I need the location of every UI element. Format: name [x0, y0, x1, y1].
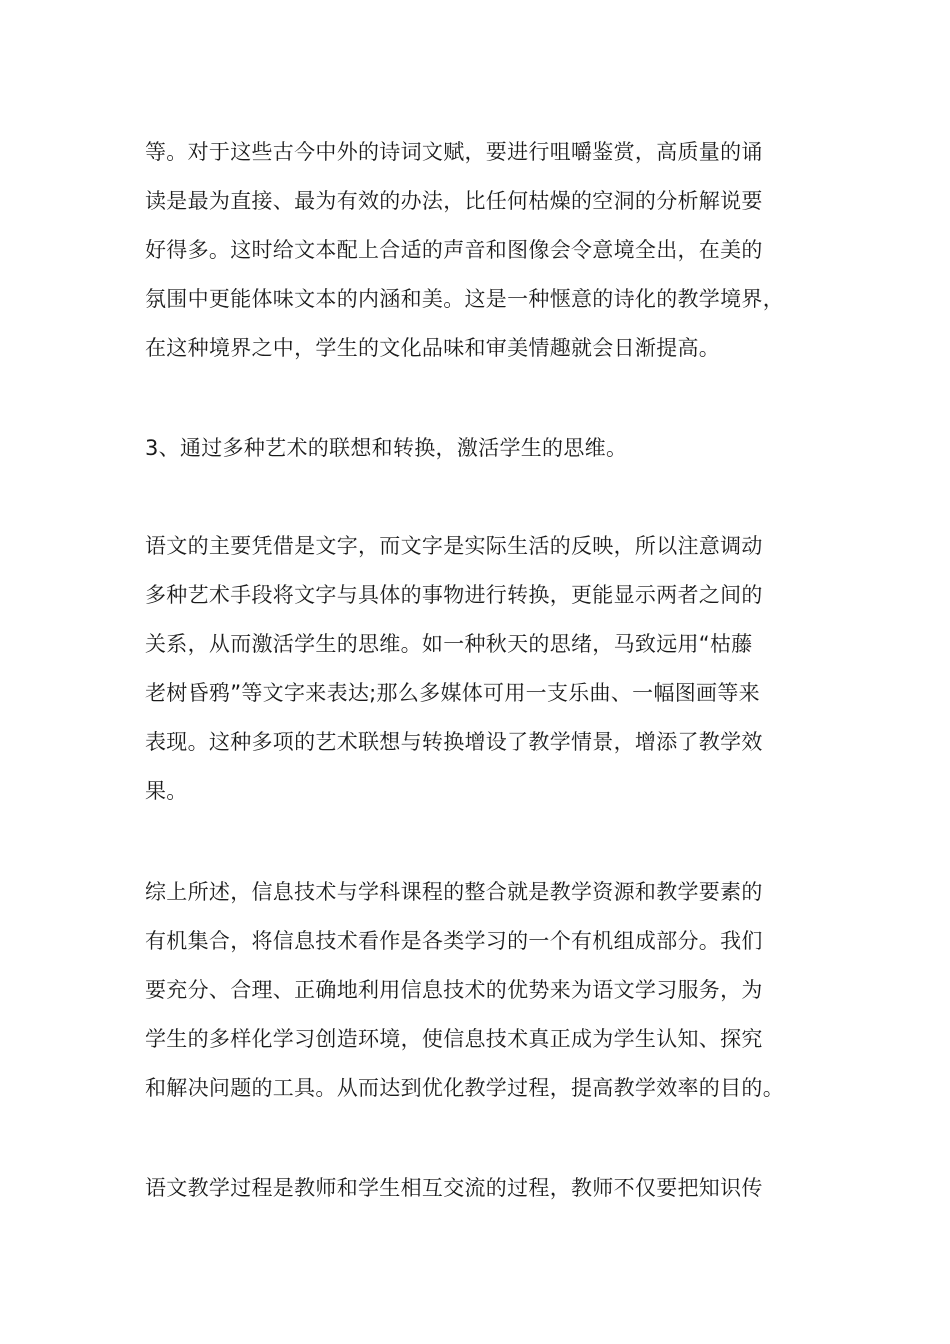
- paragraph-3-line-2: 有机集合，将信息技术看作是各类学习的一个有机组成部分。我们: [145, 929, 763, 953]
- paragraph-2-line-5: 表现。这种多项的艺术联想与转换增设了教学情景，增添了教学效: [145, 730, 763, 754]
- section-heading-3-line-1: 3、通过多种艺术的联想和转换，激活学生的思维。: [145, 436, 628, 460]
- paragraph-3: [145, 868, 825, 1113]
- paragraph-3-line-3: 要充分、合理、正确地利用信息技术的优势来为语文学习服务，为: [145, 978, 763, 1002]
- section-heading-3: [145, 424, 825, 473]
- paragraph-1-line-3: 好得多。这时给文本配上合适的声音和图像会令意境全出，在美的: [145, 238, 763, 262]
- paragraph-3-line-1: 综上所述，信息技术与学科课程的整合就是教学资源和教学要素的: [145, 880, 763, 904]
- paragraph-4-line-1: 语文教学过程是教师和学生相互交流的过程，教师不仅要把知识传: [145, 1176, 763, 1200]
- paragraph-2-line-4: 老树昏鸦”等文字来表达;那么多媒体可用一支乐曲、一幅图画等来: [145, 681, 760, 705]
- paragraph-3-line-5: 和解决问题的工具。从而达到优化教学过程，提高教学效率的目的。: [145, 1076, 784, 1100]
- paragraph-1-line-1: 等。对于这些古今中外的诗词文赋，要进行咀嚼鉴赏，高质量的诵: [145, 140, 763, 164]
- paragraph-2-line-1: 语文的主要凭借是文字，而文字是实际生活的反映，所以注意调动: [145, 534, 763, 558]
- paragraph-4: [145, 1164, 825, 1213]
- paragraph-3-line-4: 学生的多样化学习创造环境，使信息技术真正成为学生认知、探究: [145, 1027, 763, 1051]
- paragraph-1-line-4: 氛围中更能体味文本的内涵和美。这是一种惬意的诗化的教学境界，: [145, 287, 784, 311]
- paragraph-1-line-2: 读是最为直接、最为有效的办法，比任何枯燥的空洞的分析解说要: [145, 189, 763, 213]
- paragraph-2-line-6: 果。: [145, 779, 188, 803]
- paragraph-2-line-2: 多种艺术手段将文字与具体的事物进行转换，更能显示两者之间的: [145, 583, 763, 607]
- paragraph-1: [145, 128, 825, 373]
- paragraph-2-line-3: 关系，从而激活学生的思维。如一种秋天的思绪，马致远用“枯藤: [145, 632, 753, 656]
- paragraph-2: [145, 522, 825, 816]
- paragraph-1-line-5: 在这种境界之中，学生的文化品味和审美情趣就会日渐提高。: [145, 336, 721, 360]
